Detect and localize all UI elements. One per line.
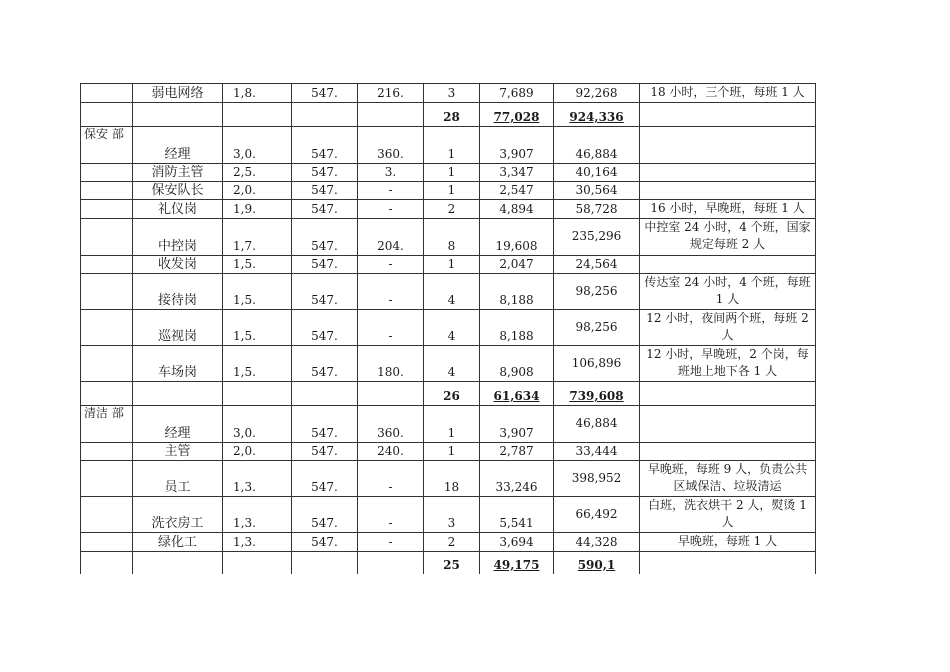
base-salary-cell [223, 382, 292, 406]
subtotal-row [81, 103, 816, 127]
allowance-cell [358, 103, 424, 127]
yearly-total-cell: 739,608 [554, 382, 640, 406]
department-cell [81, 256, 133, 274]
standard-cell: 547. [292, 84, 358, 103]
department-cell [81, 346, 133, 382]
subtotal-row [81, 552, 816, 574]
table-row [81, 497, 816, 533]
yearly-cost-cell: 98,256 [554, 310, 640, 346]
note-cell [640, 382, 816, 406]
standard-cell: 547. [292, 406, 358, 443]
position-cell: 消防主管 [133, 164, 223, 182]
note-cell [640, 182, 816, 200]
department-cell [81, 200, 133, 219]
allowance-cell: 3. [358, 164, 424, 182]
allowance-cell [358, 382, 424, 406]
allowance-cell: - [358, 497, 424, 533]
standard-cell: 547. [292, 533, 358, 552]
table-row [81, 127, 816, 164]
table-row [81, 164, 816, 182]
standard-cell [292, 382, 358, 406]
standard-cell: 547. [292, 256, 358, 274]
department-cell: 清洁 部 [81, 406, 133, 443]
yearly-cost-cell: 106,896 [554, 346, 640, 382]
position-cell: 绿化工 [133, 533, 223, 552]
yearly-cost-cell: 58,728 [554, 200, 640, 219]
headcount-cell: 1 [424, 182, 480, 200]
table-row [81, 443, 816, 461]
allowance-cell: 240. [358, 443, 424, 461]
position-cell: 弱电网络 [133, 84, 223, 103]
note-cell: 12 小时，夜间两个班，每班 2 人 [640, 310, 816, 346]
headcount-total-cell: 25 [424, 552, 480, 574]
table-row [81, 219, 816, 256]
yearly-cost-cell: 46,884 [554, 406, 640, 443]
headcount-cell: 4 [424, 274, 480, 310]
position-cell: 经理 [133, 127, 223, 164]
note-cell: 传达室 24 小时，4 个班，每班 1 人 [640, 274, 816, 310]
yearly-cost-cell: 66,492 [554, 497, 640, 533]
note-cell [640, 443, 816, 461]
allowance-cell: 216. [358, 84, 424, 103]
department-cell [81, 382, 133, 406]
monthly-cost-cell: 5,541 [480, 497, 554, 533]
table-row [81, 406, 816, 443]
monthly-cost-cell: 8,188 [480, 274, 554, 310]
note-cell [640, 406, 816, 443]
department-cell [81, 552, 133, 574]
headcount-total-cell: 26 [424, 382, 480, 406]
base-salary-cell: 2,0. [223, 443, 292, 461]
yearly-cost-cell: 235,296 [554, 219, 640, 256]
department-cell [81, 274, 133, 310]
yearly-cost-cell: 98,256 [554, 274, 640, 310]
allowance-cell: 180. [358, 346, 424, 382]
note-cell: 18 小时，三个班，每班 1 人 [640, 84, 816, 103]
allowance-cell: - [358, 200, 424, 219]
standard-cell: 547. [292, 443, 358, 461]
position-cell [133, 382, 223, 406]
table-row [81, 310, 816, 346]
department-cell [81, 443, 133, 461]
base-salary-cell: 1,8. [223, 84, 292, 103]
headcount-cell: 1 [424, 406, 480, 443]
monthly-cost-cell: 3,907 [480, 406, 554, 443]
department-cell [81, 84, 133, 103]
position-cell: 接待岗 [133, 274, 223, 310]
table-row [81, 274, 816, 310]
base-salary-cell: 1,9. [223, 200, 292, 219]
allowance-cell: 204. [358, 219, 424, 256]
base-salary-cell: 1,5. [223, 346, 292, 382]
base-salary-cell [223, 552, 292, 574]
monthly-total-cell: 61,634 [480, 382, 554, 406]
monthly-cost-cell: 8,908 [480, 346, 554, 382]
base-salary-cell: 1,5. [223, 310, 292, 346]
headcount-cell: 3 [424, 497, 480, 533]
base-salary-cell: 1,5. [223, 256, 292, 274]
note-cell: 12 小时，早晚班，2 个岗，每班地上地下各 1 人 [640, 346, 816, 382]
headcount-cell: 4 [424, 346, 480, 382]
yearly-cost-cell: 46,884 [554, 127, 640, 164]
monthly-cost-cell: 33,246 [480, 461, 554, 497]
headcount-cell: 3 [424, 84, 480, 103]
base-salary-cell: 3,0. [223, 406, 292, 443]
standard-cell: 547. [292, 200, 358, 219]
monthly-cost-cell: 3,347 [480, 164, 554, 182]
table-row [81, 200, 816, 219]
table-row [81, 256, 816, 274]
allowance-cell: - [358, 274, 424, 310]
department-cell: 保安 部 [81, 127, 133, 164]
department-cell [81, 497, 133, 533]
note-cell: 白班，洗衣烘干 2 人，熨烫 1 人 [640, 497, 816, 533]
department-cell [81, 164, 133, 182]
allowance-cell: - [358, 461, 424, 497]
department-cell [81, 461, 133, 497]
standard-cell: 547. [292, 219, 358, 256]
monthly-total-cell: 49,175 [480, 552, 554, 574]
department-cell [81, 310, 133, 346]
standard-cell: 547. [292, 461, 358, 497]
staffing-cost-table [80, 83, 816, 574]
base-salary-cell [223, 103, 292, 127]
standard-cell [292, 103, 358, 127]
subtotal-row [81, 382, 816, 406]
note-cell [640, 256, 816, 274]
headcount-cell: 18 [424, 461, 480, 497]
position-cell: 经理 [133, 406, 223, 443]
yearly-cost-cell: 24,564 [554, 256, 640, 274]
headcount-cell: 8 [424, 219, 480, 256]
note-cell: 早晚班，每班 1 人 [640, 533, 816, 552]
monthly-cost-cell: 4,894 [480, 200, 554, 219]
monthly-cost-cell: 19,608 [480, 219, 554, 256]
monthly-cost-cell: 3,694 [480, 533, 554, 552]
monthly-cost-cell: 2,047 [480, 256, 554, 274]
allowance-cell [358, 552, 424, 574]
yearly-cost-cell: 398,952 [554, 461, 640, 497]
monthly-cost-cell: 7,689 [480, 84, 554, 103]
standard-cell: 547. [292, 310, 358, 346]
standard-cell: 547. [292, 497, 358, 533]
position-cell: 车场岗 [133, 346, 223, 382]
yearly-cost-cell: 44,328 [554, 533, 640, 552]
position-cell: 巡视岗 [133, 310, 223, 346]
standard-cell: 547. [292, 274, 358, 310]
allowance-cell: - [358, 256, 424, 274]
table-row [81, 533, 816, 552]
yearly-cost-cell: 33,444 [554, 443, 640, 461]
standard-cell: 547. [292, 346, 358, 382]
department-cell [81, 533, 133, 552]
headcount-cell: 1 [424, 164, 480, 182]
yearly-cost-cell: 30,564 [554, 182, 640, 200]
yearly-total-cell: 590,1 [554, 552, 640, 574]
allowance-cell: - [358, 533, 424, 552]
allowance-cell: 360. [358, 406, 424, 443]
base-salary-cell: 1,3. [223, 533, 292, 552]
standard-cell: 547. [292, 182, 358, 200]
headcount-cell: 1 [424, 127, 480, 164]
standard-cell: 547. [292, 127, 358, 164]
allowance-cell: 360. [358, 127, 424, 164]
table-row [81, 84, 816, 103]
department-cell [81, 219, 133, 256]
allowance-cell: - [358, 182, 424, 200]
base-salary-cell: 1,5. [223, 274, 292, 310]
base-salary-cell: 2,0. [223, 182, 292, 200]
base-salary-cell: 1,3. [223, 497, 292, 533]
monthly-cost-cell: 2,787 [480, 443, 554, 461]
note-cell [640, 127, 816, 164]
base-salary-cell: 2,5. [223, 164, 292, 182]
table-row [81, 182, 816, 200]
headcount-cell: 1 [424, 443, 480, 461]
position-cell: 保安队长 [133, 182, 223, 200]
table-row [81, 346, 816, 382]
standard-cell [292, 552, 358, 574]
headcount-total-cell: 28 [424, 103, 480, 127]
position-cell: 礼仪岗 [133, 200, 223, 219]
monthly-cost-cell: 2,547 [480, 182, 554, 200]
headcount-cell: 1 [424, 256, 480, 274]
base-salary-cell: 1,3. [223, 461, 292, 497]
headcount-cell: 4 [424, 310, 480, 346]
yearly-cost-cell: 40,164 [554, 164, 640, 182]
note-cell: 早晚班，每班 9 人，负责公共区域保洁、垃圾清运 [640, 461, 816, 497]
note-cell: 中控室 24 小时，4 个班，国家规定每班 2 人 [640, 219, 816, 256]
position-cell: 收发岗 [133, 256, 223, 274]
headcount-cell: 2 [424, 533, 480, 552]
monthly-cost-cell: 8,188 [480, 310, 554, 346]
position-cell [133, 552, 223, 574]
position-cell: 中控岗 [133, 219, 223, 256]
monthly-cost-cell: 3,907 [480, 127, 554, 164]
base-salary-cell: 1,7. [223, 219, 292, 256]
standard-cell: 547. [292, 164, 358, 182]
position-cell: 员工 [133, 461, 223, 497]
department-cell [81, 103, 133, 127]
headcount-cell: 2 [424, 200, 480, 219]
note-cell [640, 164, 816, 182]
table-row [81, 461, 816, 497]
monthly-total-cell: 77,028 [480, 103, 554, 127]
position-cell [133, 103, 223, 127]
position-cell: 洗衣房工 [133, 497, 223, 533]
base-salary-cell: 3,0. [223, 127, 292, 164]
yearly-total-cell: 924,336 [554, 103, 640, 127]
allowance-cell: - [358, 310, 424, 346]
department-cell [81, 182, 133, 200]
note-cell [640, 552, 816, 574]
note-cell [640, 103, 816, 127]
yearly-cost-cell: 92,268 [554, 84, 640, 103]
note-cell: 16 小时，早晚班，每班 1 人 [640, 200, 816, 219]
position-cell: 主管 [133, 443, 223, 461]
